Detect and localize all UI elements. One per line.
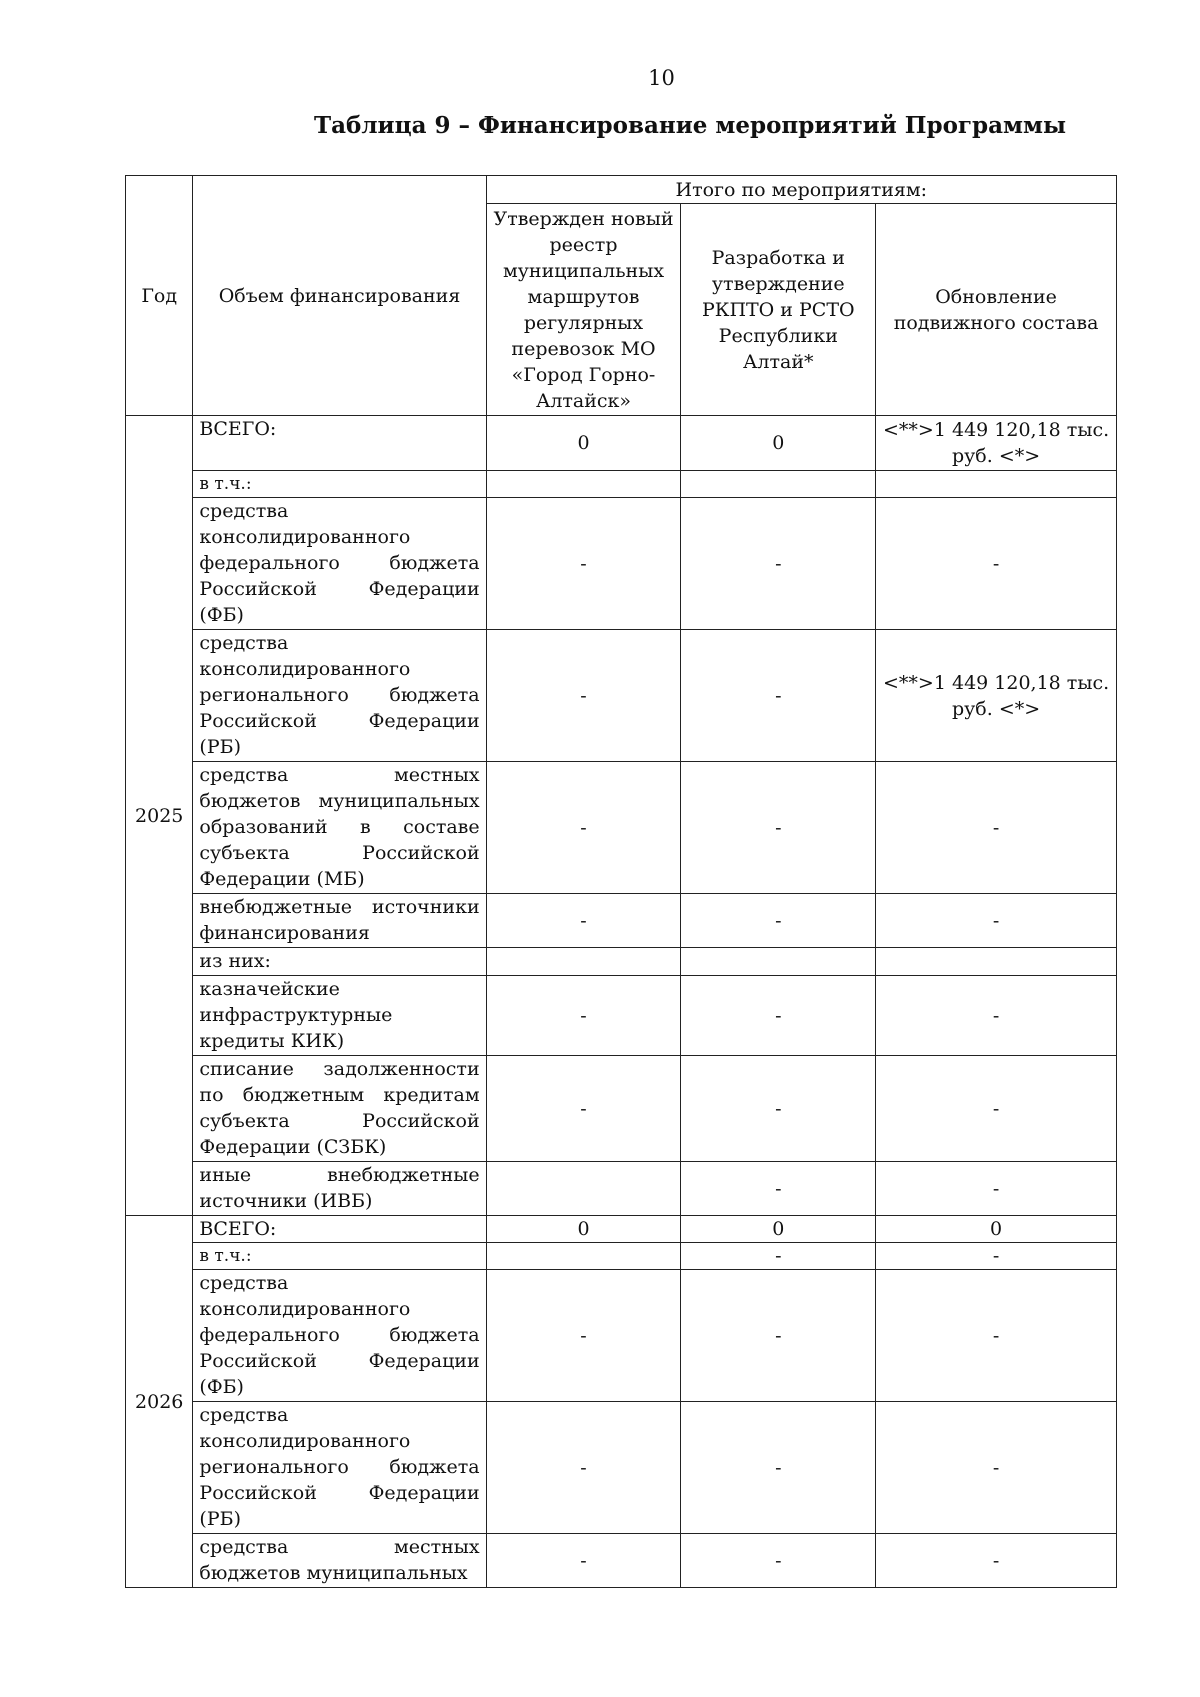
row-label: в т.ч.: — [193, 1243, 486, 1270]
cell-b: - — [681, 976, 876, 1056]
cell-c — [876, 948, 1117, 976]
cell-b: - — [681, 762, 876, 894]
cell-a: 0 — [486, 416, 681, 471]
cell-c: - — [876, 1270, 1117, 1402]
cell-b: - — [681, 1243, 876, 1270]
table-row — [126, 1402, 1117, 1534]
table-row — [126, 1534, 1117, 1588]
cell-c: - — [876, 1402, 1117, 1534]
header-col-a: Утвержден новый реестр муниципальных маршрутов регулярных перевозок МО «Город Горно-Алтайск» — [486, 204, 681, 416]
header-col-c: Обновление подвижного состава — [876, 204, 1117, 416]
cell-c: - — [876, 1162, 1117, 1216]
row-label: внебюджетные источники финансирования — [193, 894, 486, 948]
cell-a: - — [486, 976, 681, 1056]
cell-b: - — [681, 1534, 876, 1588]
cell-c: - — [876, 1534, 1117, 1588]
table-row — [126, 894, 1117, 948]
row-label: иные внебюджетные источники (ИВБ) — [193, 1162, 486, 1216]
row-label: средства местных бюджетов муниципальных образований в составе субъекта Российской Федерации (МБ) — [193, 762, 486, 894]
cell-c: <**>1 449 120,18 тыс. руб. <*> — [876, 416, 1117, 471]
table-row — [126, 948, 1117, 976]
cell-b: 0 — [681, 416, 876, 471]
cell-a: - — [486, 1534, 681, 1588]
page-number: 10 — [648, 66, 675, 90]
header-volume: Объем финансирования — [193, 176, 486, 416]
table-row — [126, 416, 1117, 471]
table-row — [126, 1216, 1117, 1243]
row-label: списание задолженности по бюджетным кредитам субъекта Российской Федерации (СЗБК) — [193, 1056, 486, 1162]
row-label: средства консолидированного федерального бюджета Российской Федерации (ФБ) — [193, 1270, 486, 1402]
cell-b — [681, 948, 876, 976]
header-col-b: Разработка и утверждение РКПТО и РСТО Республики Алтай* — [681, 204, 876, 416]
header-year: Год — [126, 176, 193, 416]
table-row — [126, 471, 1117, 498]
page-title: Таблица 9 – Финансирование мероприятий Программы — [313, 112, 1067, 139]
cell-b: - — [681, 630, 876, 762]
cell-a: - — [486, 630, 681, 762]
cell-c — [876, 471, 1117, 498]
year-cell-2025: 2025 — [126, 416, 193, 1216]
cell-a — [486, 1162, 681, 1216]
table-row — [126, 1243, 1117, 1270]
table-row — [126, 762, 1117, 894]
year-cell-2026: 2026 — [126, 1216, 193, 1588]
cell-b: - — [681, 1402, 876, 1534]
cell-a — [486, 948, 681, 976]
cell-b: - — [681, 1056, 876, 1162]
cell-c: - — [876, 1056, 1117, 1162]
cell-a: - — [486, 894, 681, 948]
row-label: средства консолидированного регионального бюджета Российской Федерации (РБ) — [193, 1402, 486, 1534]
cell-b: - — [681, 1162, 876, 1216]
cell-a: - — [486, 1270, 681, 1402]
cell-b: - — [681, 1270, 876, 1402]
row-label: из них: — [193, 948, 486, 976]
table-row — [126, 1270, 1117, 1402]
cell-c: - — [876, 976, 1117, 1056]
row-label: средства консолидированного регионального бюджета Российской Федерации (РБ) — [193, 630, 486, 762]
cell-c: 0 — [876, 1216, 1117, 1243]
cell-b: - — [681, 894, 876, 948]
cell-a: 0 — [486, 1216, 681, 1243]
row-label: ВСЕГО: — [193, 1216, 486, 1243]
table-row — [126, 976, 1117, 1056]
row-label: в т.ч.: — [193, 471, 486, 498]
cell-b: - — [681, 498, 876, 630]
table-row — [126, 630, 1117, 762]
table-row — [126, 498, 1117, 630]
cell-b — [681, 471, 876, 498]
cell-c: <**>1 449 120,18 тыс. руб. <*> — [876, 630, 1117, 762]
table-row — [126, 1056, 1117, 1162]
row-label: средства местных бюджетов муниципальных — [193, 1534, 486, 1588]
cell-b: 0 — [681, 1216, 876, 1243]
cell-a: - — [486, 1402, 681, 1534]
financing-table — [125, 175, 1117, 1588]
cell-c: - — [876, 498, 1117, 630]
cell-a — [486, 1243, 681, 1270]
cell-c: - — [876, 1243, 1117, 1270]
cell-c: - — [876, 894, 1117, 948]
cell-c: - — [876, 762, 1117, 894]
cell-a: - — [486, 498, 681, 630]
row-label: ВСЕГО: — [193, 416, 486, 471]
header-group: Итого по мероприятиям: — [486, 176, 1116, 204]
cell-a: - — [486, 1056, 681, 1162]
table-row — [126, 1162, 1117, 1216]
row-label: казначейские инфраструктурные кредиты КИК) — [193, 976, 486, 1056]
row-label: средства консолидированного федерального бюджета Российской Федерации (ФБ) — [193, 498, 486, 630]
cell-a: - — [486, 762, 681, 894]
cell-a — [486, 471, 681, 498]
